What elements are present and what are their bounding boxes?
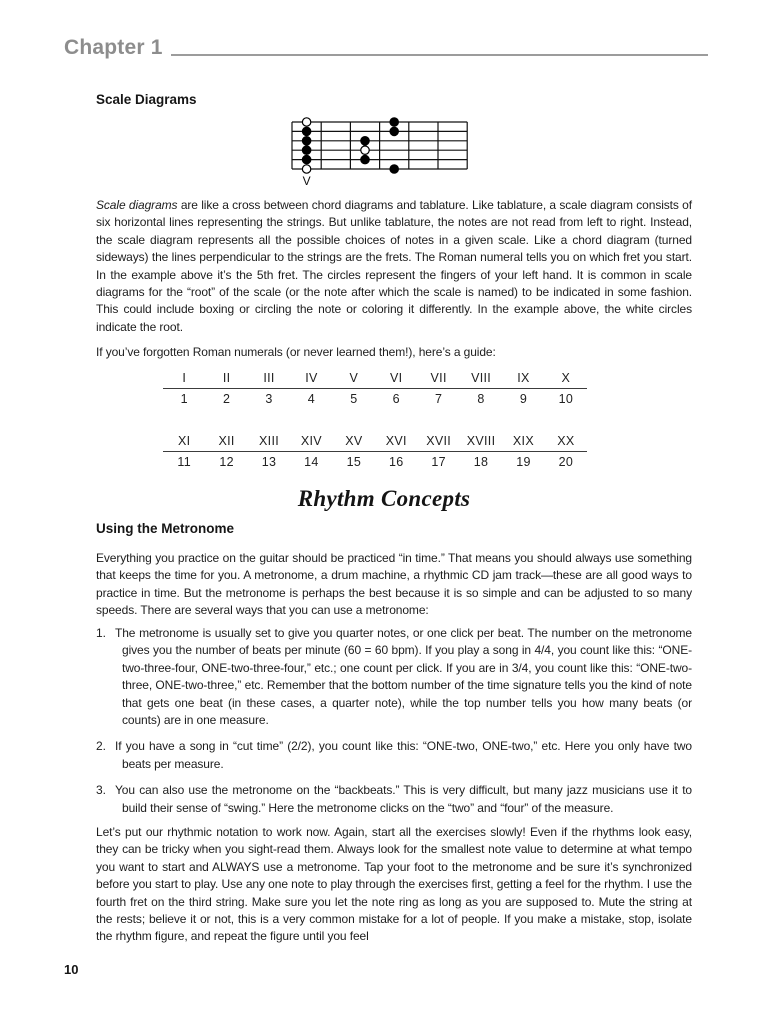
list-item [96, 782, 692, 817]
scale-note-dot [361, 137, 369, 145]
numeral-cell: 17 [431, 455, 446, 469]
root-note-open-dot [302, 165, 310, 173]
scale-note-dot [390, 118, 398, 126]
numeral-table-group [163, 370, 587, 409]
rhythm-concepts-heading: Rhythm Concepts [297, 486, 471, 511]
numeral-table-row-arabic [163, 452, 587, 472]
numeral-cell: 1 [180, 392, 188, 406]
numeral-cell: 14 [304, 455, 319, 469]
list-item-text: The metronome is usually set to give you quarter notes, or one click per beat. The number on the metronome gives you the number of beats per minute (60 = 60 bpm). If you play a song in 4/4, you count like this: “ONE-two-three-four, ONE-two-three-four,” etc.; one count per click. If you are in 3/4, you count like this: “ONE-two-three, ONE-two-three,” etc. Remember that the bottom number of the time signature tells you the kind of note that gets one beat (in these cases, a quarter note), while the top number tells you how many beats (or counts) are in one measure. [115, 626, 692, 728]
numeral-cell: 7 [435, 392, 443, 406]
list-item-number: 1. [96, 626, 106, 640]
scale-note-dot [302, 155, 310, 163]
roman-numeral-guide-intro: If you’ve forgotten Roman numerals (or never learned them!), here’s a guide: [96, 345, 496, 359]
numeral-table-group [163, 433, 587, 472]
scale-note-dot [361, 155, 369, 163]
list-item-number: 3. [96, 783, 106, 798]
fret-position-roman-numeral: V [302, 174, 311, 188]
page-number: 10 [64, 962, 79, 977]
roman-numeral-table [163, 370, 587, 496]
numeral-cell: 3 [265, 392, 273, 406]
numeral-cell: 16 [388, 455, 404, 469]
root-note-open-dot [361, 146, 369, 154]
numeral-cell: V [349, 371, 359, 385]
numeral-cell: VIII [471, 371, 492, 385]
numeral-cell: I [182, 371, 187, 385]
scale-diagrams-paragraph-text: are like a cross between chord diagrams and tablature. Like tablature, a scale diagram consists of six horizontal lines representing the strings. But unlike tablature, the notes are not read from left to right. Instead, the scale diagram represents all the possible choices of notes in a given scale. Like a chord diagram (turned sideways) the lines perpendicular to the strings are the frets. The Roman numeral tells you on which fret you start. In the example above it’s the 5th fret. The circles represent the fingers of your left hand. It is common in scale diagrams for the “root” of the scale (or the note after which the scale is named) to be indicated in some fashion. This could include boxing or circling the note or coloring it differently. In the example above, the white circles indicate the root. [96, 198, 692, 334]
scale-note-dot [390, 165, 398, 173]
metronome-numbered-list [96, 625, 692, 826]
numeral-cell: XIV [300, 434, 322, 448]
scale-note-dot [302, 146, 310, 154]
numeral-cell: X [561, 371, 571, 385]
numeral-cell: 4 [307, 392, 316, 406]
numeral-cell: 12 [219, 455, 234, 469]
list-item-text: You can also use the metronome on the “backbeats.” This is very difficult, but many jazz musicians use it to build their sense of “swing.” Here the metronome clicks on the “two” and “four” of the measure. [115, 783, 692, 815]
scale-diagrams-paragraph [96, 197, 692, 336]
scale-note-dot [302, 127, 310, 135]
numeral-table-row-roman [163, 433, 587, 452]
numeral-cell: XVI [385, 434, 407, 448]
numeral-cell: XIII [259, 434, 279, 448]
scale-diagrams-heading: Scale Diagrams [96, 92, 197, 107]
numeral-cell: XX [557, 434, 575, 448]
numeral-cell: XII [218, 434, 235, 448]
scale-diagram-figure [291, 116, 469, 194]
list-item-text: If you have a song in “cut time” (2/2), you count like this: “ONE-two, ONE-two,” etc. Here you only have two beats per measure. [115, 739, 692, 771]
chapter-title: Chapter 1 [64, 36, 163, 59]
root-note-open-dot [302, 118, 310, 126]
numeral-table-row-arabic [163, 389, 587, 409]
numeral-cell: VII [430, 371, 447, 385]
numeral-cell: 9 [519, 392, 528, 406]
numeral-cell: XI [177, 434, 191, 448]
numeral-cell: 20 [558, 455, 574, 469]
numeral-cell: 13 [261, 455, 277, 469]
numeral-cell: VI [390, 371, 403, 385]
scale-diagrams-term: Scale diagrams [96, 198, 178, 212]
numeral-cell: 19 [516, 455, 531, 469]
numeral-cell: 10 [558, 392, 574, 406]
numeral-cell: IV [305, 371, 318, 385]
numeral-cell: IX [517, 371, 530, 385]
numeral-cell: XVIII [466, 434, 496, 448]
using-the-metronome-heading: Using the Metronome [96, 521, 235, 536]
scale-diagram-graphic [291, 116, 469, 194]
numeral-cell: 8 [477, 392, 485, 406]
numeral-cell: III [263, 371, 275, 385]
closing-paragraph: Let’s put our rhythmic notation to work now. Again, start all the exercises slowly! Even if the rhythms look easy, they can be tricky when you sight-read them. Always look for the smallest note value to determine at what tempo you want to start and ALWAYS use a metronome. Tap your foot to the metronome and be sure it’s synchronized before you start to play. Use any one note to play through the exercises first, getting a feel for the rhythm. I use the fourth fret on the third string. Make sure you let the note ring as long as you are supposed to. Mute the string at the rests; believe it or not, this is a very common mistake for a lot of people. If you make a mistake, stop, isolate the rhythm figure, and repeat the figure until you feel [96, 825, 692, 944]
numeral-cell: XIX [512, 434, 534, 448]
chapter-rule-line [171, 54, 708, 56]
scale-note-dot [390, 127, 398, 135]
numeral-table-row-roman [163, 370, 587, 389]
numeral-cell: 11 [177, 455, 191, 469]
numeral-cell: II [222, 371, 231, 385]
list-item-number: 2. [96, 739, 106, 754]
list-item [96, 625, 692, 729]
numeral-cell: 5 [350, 392, 358, 406]
metronome-intro-paragraph: Everything you practice on the guitar should be practiced “in time.” That means you should always use something that keeps the time for you. A metronome, a drum machine, a rhythmic CD jam track—these are all good ways to practice in time. But the metronome is perhaps the best because it is so simple and can be adjusted to so many speeds. There are several ways that you can use a metronome: [96, 551, 692, 618]
scale-note-dot [302, 137, 310, 145]
numeral-cell: 18 [473, 455, 489, 469]
numeral-cell: XVII [426, 434, 452, 448]
numeral-cell: XV [345, 434, 363, 448]
chapter-header [64, 36, 708, 60]
numeral-cell: 6 [392, 392, 400, 406]
list-item [96, 738, 692, 773]
numeral-cell: 15 [346, 455, 362, 469]
numeral-cell: 2 [222, 392, 231, 406]
